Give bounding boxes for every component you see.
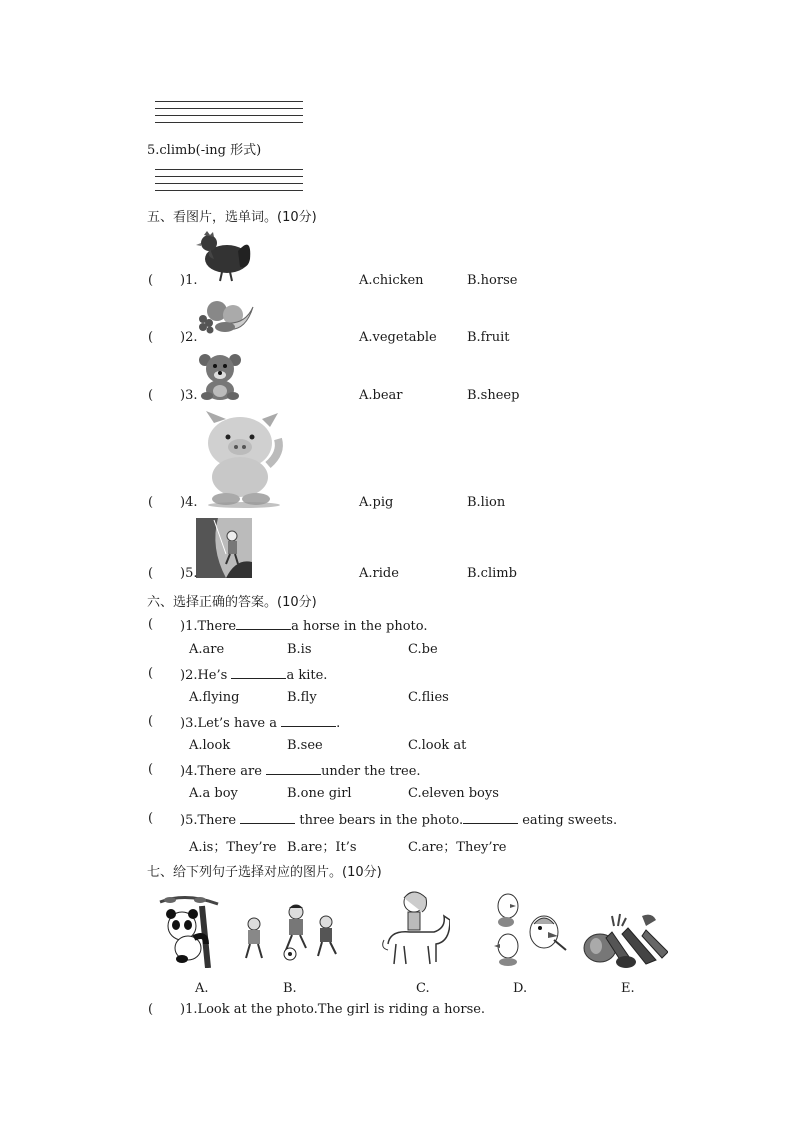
bear-image bbox=[196, 352, 244, 400]
question-text: )3.Let’s have a . bbox=[180, 716, 341, 731]
option-c: C.flies bbox=[408, 690, 449, 705]
option-b: B.fruit bbox=[467, 330, 510, 345]
option-c: C.look at bbox=[408, 738, 467, 753]
question-text: )1.Look at the photo.The girl is riding a horse. bbox=[180, 1002, 486, 1017]
question-number: )1. bbox=[180, 273, 198, 288]
question-number: )3. bbox=[180, 388, 198, 403]
option-a: A.vegetable bbox=[359, 330, 437, 345]
answer-paren[interactable]: ( bbox=[148, 330, 154, 345]
question-text: )2.He’s a kite. bbox=[180, 668, 328, 683]
picture-label-d: D. bbox=[513, 981, 528, 996]
answer-paren[interactable]: ( bbox=[148, 714, 154, 729]
option-a: A.flying bbox=[189, 690, 240, 705]
option-c: C.be bbox=[408, 642, 438, 657]
option-a: A.bear bbox=[359, 388, 403, 403]
answer-paren[interactable]: ( bbox=[148, 566, 154, 581]
option-b: B.lion bbox=[467, 495, 506, 510]
chicks-image bbox=[486, 886, 568, 972]
option-b: B.climb bbox=[467, 566, 517, 581]
question-label: 5.climb(-ing 形式) bbox=[147, 143, 262, 158]
question-text: )4.There are under the tree. bbox=[180, 764, 421, 779]
option-b: B.sheep bbox=[467, 388, 520, 403]
picture-label-b: B. bbox=[283, 981, 297, 996]
option-b: B.see bbox=[287, 738, 323, 753]
answer-paren[interactable]: ( bbox=[148, 617, 154, 632]
option-a: A.a boy bbox=[189, 786, 238, 801]
option-a: A.pig bbox=[359, 495, 394, 510]
answer-paren[interactable]: ( bbox=[148, 495, 154, 510]
answer-paren[interactable]: ( bbox=[148, 666, 154, 681]
option-c: C.eleven boys bbox=[408, 786, 499, 801]
panda-image bbox=[156, 892, 222, 968]
question-number: )4. bbox=[180, 495, 198, 510]
fruit-image bbox=[195, 295, 255, 335]
answer-lines[interactable] bbox=[155, 169, 303, 197]
girl-riding-horse-image bbox=[380, 888, 450, 970]
option-b: B.horse bbox=[467, 273, 518, 288]
question-text: )5.There three bears in the photo. eating sweets. bbox=[180, 813, 618, 828]
answer-lines[interactable] bbox=[155, 101, 303, 129]
question-text: )1.There a horse in the photo. bbox=[180, 619, 428, 634]
answer-paren[interactable]: ( bbox=[148, 388, 154, 403]
fill-blank[interactable] bbox=[236, 617, 291, 630]
option-a: A.ride bbox=[359, 566, 399, 581]
climbing-image bbox=[196, 518, 252, 578]
kids-soccer-image bbox=[238, 902, 342, 964]
vegetables-image bbox=[582, 912, 668, 968]
answer-paren[interactable]: ( bbox=[148, 1002, 154, 1017]
fill-blank[interactable] bbox=[231, 666, 286, 679]
fill-blank[interactable] bbox=[463, 811, 518, 824]
question-number: )5. bbox=[180, 566, 198, 581]
section-heading: 七、给下列句子选择对应的图片。(10分) bbox=[147, 865, 382, 880]
option-b: B.are；It’s bbox=[287, 840, 357, 855]
option-a: A.look bbox=[189, 738, 231, 753]
fill-blank[interactable] bbox=[281, 714, 336, 727]
fill-blank[interactable] bbox=[266, 762, 321, 775]
picture-label-e: E. bbox=[621, 981, 635, 996]
picture-label-a: A. bbox=[195, 981, 209, 996]
chicken-image bbox=[194, 229, 254, 285]
answer-paren[interactable]: ( bbox=[148, 273, 154, 288]
pig-image bbox=[196, 409, 288, 509]
option-a: A.is；They’re bbox=[189, 840, 277, 855]
section-heading: 五、看图片，选单词。(10分) bbox=[147, 210, 317, 225]
option-b: B.one girl bbox=[287, 786, 352, 801]
picture-label-c: C. bbox=[416, 981, 430, 996]
question-number: )2. bbox=[180, 330, 198, 345]
section-heading: 六、选择正确的答案。(10分) bbox=[147, 595, 317, 610]
answer-paren[interactable]: ( bbox=[148, 762, 154, 777]
option-b: B.is bbox=[287, 642, 312, 657]
option-a: A.chicken bbox=[359, 273, 424, 288]
option-c: C.are；They’re bbox=[408, 840, 507, 855]
option-a: A.are bbox=[189, 642, 225, 657]
option-b: B.fly bbox=[287, 690, 317, 705]
answer-paren[interactable]: ( bbox=[148, 811, 154, 826]
fill-blank[interactable] bbox=[240, 811, 295, 824]
